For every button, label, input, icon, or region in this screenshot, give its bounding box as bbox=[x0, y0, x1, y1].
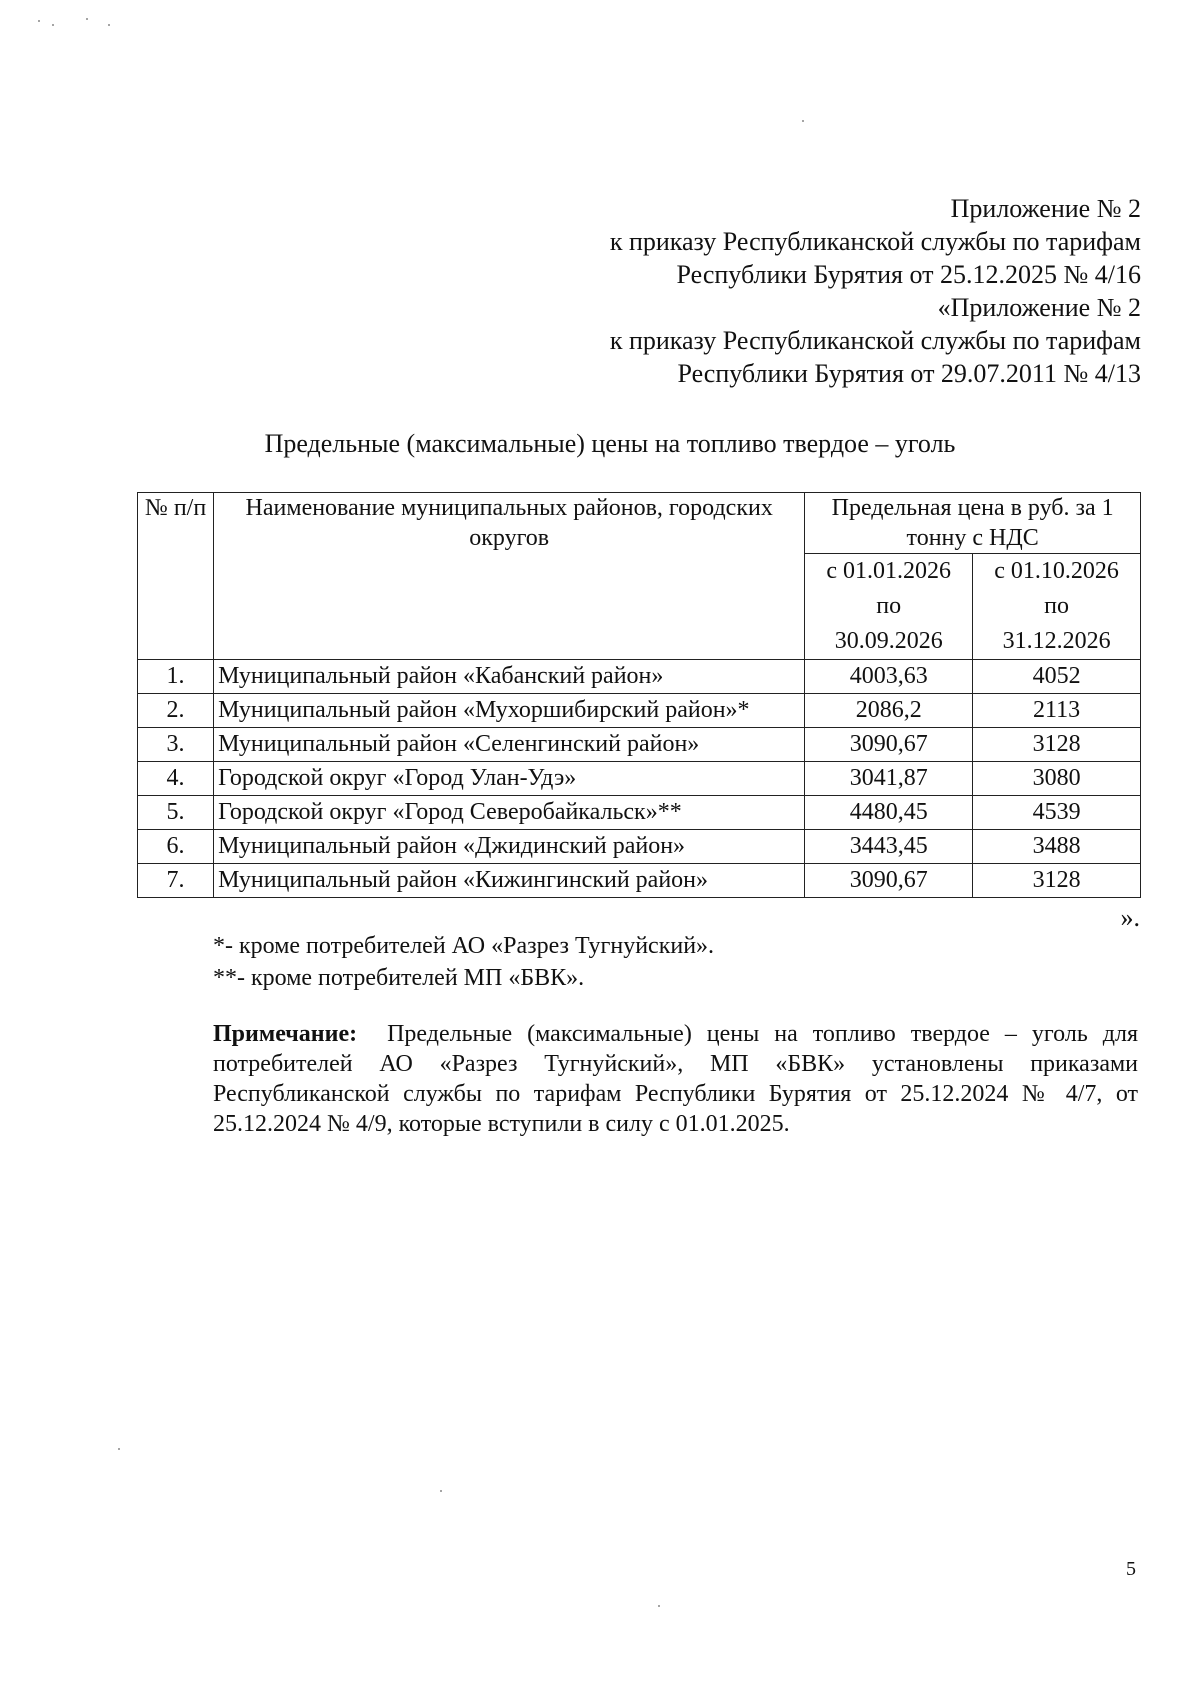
row-price1: 2086,2 bbox=[805, 694, 973, 728]
row-price2: 3128 bbox=[973, 728, 1141, 762]
row-number: 7. bbox=[138, 864, 214, 898]
col-price-group-header: Предельная цена в руб. за 1 тонну с НДС bbox=[805, 493, 1141, 554]
footnote: **- кроме потребителей МП «БВК». bbox=[213, 965, 585, 991]
row-number: 2. bbox=[138, 694, 214, 728]
row-number: 1. bbox=[138, 660, 214, 694]
row-price2: 4539 bbox=[973, 796, 1141, 830]
row-price1: 3443,45 bbox=[805, 830, 973, 864]
page-number: 5 bbox=[1126, 1558, 1136, 1580]
row-number: 5. bbox=[138, 796, 214, 830]
row-price1: 3041,87 bbox=[805, 762, 973, 796]
period1-from: с 01.01.2026 bbox=[826, 558, 952, 584]
row-price1: 4003,63 bbox=[805, 660, 973, 694]
period2-from: с 01.10.2026 bbox=[994, 558, 1119, 584]
note-label: Примечание: bbox=[213, 1021, 358, 1047]
table-row bbox=[138, 660, 1141, 694]
row-name: Муниципальный район «Кабанский район» bbox=[214, 660, 805, 694]
col-number-header: № п/п bbox=[138, 493, 214, 660]
header-line: Республики Бурятия от 29.07.2011 № 4/13 bbox=[677, 359, 1141, 388]
row-number: 3. bbox=[138, 728, 214, 762]
row-name: Муниципальный район «Джидинский район» bbox=[214, 830, 805, 864]
appendix-header bbox=[441, 192, 1141, 390]
header-line: Приложение № 2 bbox=[950, 194, 1141, 223]
row-price2: 2113 bbox=[973, 694, 1141, 728]
header-line: «Приложение № 2 bbox=[937, 293, 1141, 322]
header-line: к приказу Республиканской службы по тарифам bbox=[609, 326, 1141, 355]
footnote: *- кроме потребителей АО «Разрез Тугнуйский». bbox=[213, 933, 715, 959]
footnotes bbox=[213, 930, 714, 994]
row-name: Муниципальный район «Селенгинский район» bbox=[214, 728, 805, 762]
period1-to-label: по bbox=[876, 593, 902, 619]
table-closing-quote: ». bbox=[1120, 903, 1140, 932]
row-name: Городской округ «Город Северобайкальск»** bbox=[214, 796, 805, 830]
col-name-header: Наименование муниципальных районов, городских округов bbox=[214, 493, 805, 660]
row-price1: 3090,67 bbox=[805, 728, 973, 762]
row-number: 4. bbox=[138, 762, 214, 796]
table-row bbox=[138, 694, 1141, 728]
row-price1: 4480,45 bbox=[805, 796, 973, 830]
table-row bbox=[138, 762, 1141, 796]
row-price1: 3090,67 bbox=[805, 864, 973, 898]
row-price2: 3080 bbox=[973, 762, 1141, 796]
row-price2: 3128 bbox=[973, 864, 1141, 898]
row-price2: 3488 bbox=[973, 830, 1141, 864]
table-row bbox=[138, 830, 1141, 864]
period2-to-label: по bbox=[1044, 593, 1069, 619]
document-title: Предельные (максимальные) цены на топливо твердое – уголь bbox=[264, 429, 956, 458]
col-period2-header bbox=[973, 554, 1141, 660]
table-row bbox=[138, 864, 1141, 898]
table-row bbox=[138, 796, 1141, 830]
row-name: Муниципальный район «Мухоршибирский район»* bbox=[214, 694, 805, 728]
row-name: Городской округ «Город Улан-Удэ» bbox=[214, 762, 805, 796]
price-table bbox=[137, 492, 1141, 898]
period2-to: 31.12.2026 bbox=[1002, 628, 1111, 654]
table-row bbox=[138, 728, 1141, 762]
period1-to: 30.09.2026 bbox=[834, 628, 943, 654]
row-number: 6. bbox=[138, 830, 214, 864]
row-price2: 4052 bbox=[973, 660, 1141, 694]
header-line: к приказу Республиканской службы по тарифам bbox=[609, 227, 1141, 256]
header-line: Республики Бурятия от 25.12.2025 № 4/16 bbox=[676, 260, 1141, 289]
note-paragraph bbox=[213, 1019, 1138, 1139]
row-name: Муниципальный район «Кижингинский район» bbox=[214, 864, 805, 898]
col-period1-header bbox=[805, 554, 973, 660]
note-text: Предельные (максимальные) цены на топливо твердое – уголь для потребителей АО «Разрез Тугнуйский», МП «БВК» установлены приказами Республиканской службы по тарифам Республики Бурятия от 25.12.2024 № 4/7, от 25.12.2024 № 4/9, которые вступили в силу с 01.01.2025. bbox=[213, 1021, 1139, 1137]
